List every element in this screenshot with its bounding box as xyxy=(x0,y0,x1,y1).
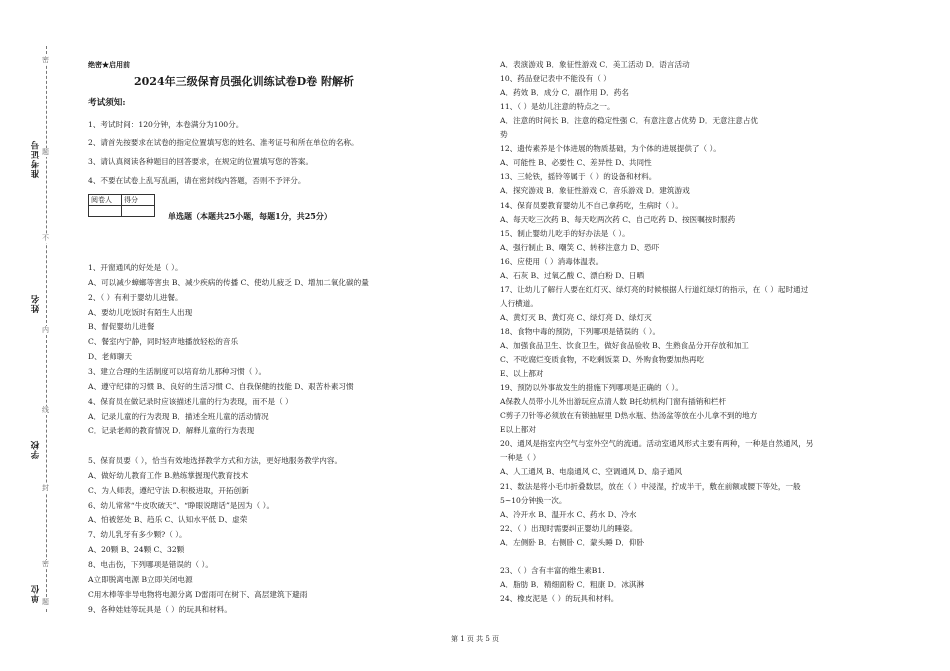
notice-item: 2、请首先按要求在试卷的指定位置填写您的姓名、准考证号和所在单位的名称。 xyxy=(88,138,359,147)
question-line: 12、遗传素养是个体进展的物质基础，为个体的进展提供了（ ）。 xyxy=(500,144,721,154)
question-line: A、黄灯灭 B、黄灯亮 C、绿灯亮 D、绿灯灭 xyxy=(500,312,652,322)
question-line: A．表演游戏 B．象征性游戏 C．美工活动 D．语言活动 xyxy=(500,60,690,69)
question-line: 1、开窗通风的好处是（ ）。 xyxy=(88,263,183,272)
question-line: 13、三轮铁，摇铃等属于（ ）的设备和材料。 xyxy=(500,172,657,182)
question-line: C、为人师表，遵纪守法 D.积极进取，开拓创新 xyxy=(88,485,249,495)
question-line: 16、应使用（ ）消毒体温表。 xyxy=(500,256,604,266)
question-line: A保教人员带小儿外出游玩应点清人数 B托幼机构门窗有插销和栏杆 xyxy=(500,397,727,407)
score-blank[interactable] xyxy=(122,206,155,217)
question-line: A、石灰 B、过氧乙酸 C、漂白粉 D、日晒 xyxy=(500,270,645,280)
secret-mark: 绝密★启用前 xyxy=(88,60,130,69)
question-line: 5、保育员要（ ），恰当有效地选择教学方式和方法，更好地服务教学内容。 xyxy=(88,456,343,466)
seal-mark: 线 xyxy=(42,406,49,414)
question-line: E、以上都对 xyxy=(500,369,544,379)
question-line: 2、（ ）有利于婴幼儿进餐。 xyxy=(88,292,183,302)
name-label: 姓名 xyxy=(31,294,41,313)
question-line: 10、药品登记表中不能没有（ ） xyxy=(500,74,611,84)
question-line: 4、保育员在做记录时应该描述儿童的行为表现，而不是（ ） xyxy=(88,396,293,406)
exam-number-label: 准考证号 xyxy=(31,140,41,178)
question-line: 18、食物中毒的预防，下列哪项是错误的（ ）。 xyxy=(500,326,661,336)
section-title: 单选题（本题共25小题，每题1分，共25分） xyxy=(168,211,332,221)
question-line: A、可以减少蟑螂等害虫 B、减少疾病的传播 C、使幼儿疲乏 D、增加二氧化碳的量 xyxy=(88,277,369,287)
question-line: 24、橡皮泥是（ ）的玩具和材料。 xyxy=(500,593,619,603)
question-line: A、怕被惩处 B、趋乐 C、认知水平低 D、虚荣 xyxy=(88,515,248,525)
question-line: A、做好幼儿教育工作 B.熟练掌握现代教育技术 xyxy=(88,470,249,480)
question-line: 一种是（ ） xyxy=(500,453,541,463)
seal-mark: 密 xyxy=(42,56,49,64)
question-line: A、可能性 B、必要性 C、差异性 D、共同性 xyxy=(500,158,652,168)
question-line: 20、通风是指室内空气与室外空气的流通。活动室通风形式主要有两种，一种是自然通风，另 xyxy=(500,439,814,449)
question-line: 5~10分钟换一次。 xyxy=(500,495,567,505)
question-line: 6、幼儿常常“牛皮吹破天”、“睁眼说瞎话”是因为（ ）。 xyxy=(88,500,275,510)
question-line: 22、（ ）出现时需要纠正婴幼儿的睡姿。 xyxy=(500,523,638,533)
question-line: B、督促婴幼儿进餐 xyxy=(88,322,155,332)
question-line: A、强行制止 B、嘲笑 C、转移注意力 D、恐吓 xyxy=(500,242,660,252)
question-line: 人行横道。 xyxy=(500,298,538,308)
question-line: 21、数法是将小毛巾折叠数层，放在（ ）中浸湿，拧成半干，敷在前额或腰下等处，一般 xyxy=(500,481,801,491)
question-line: 19、预防以外事故发生的措施下列哪项是正确的（ ）。 xyxy=(500,383,683,393)
question-line: A、要幼儿吃饭时有陌生人出现 xyxy=(88,307,193,317)
notice-item: 3、请认真阅读各种题目的回答要求，在规定的位置填写您的答案。 xyxy=(88,157,314,166)
score-cell: 得分 xyxy=(122,195,155,206)
reviewer-blank[interactable] xyxy=(89,206,122,217)
question-line: A、20颗 B、24颗 C、32颗 xyxy=(88,545,185,555)
question-line: 15、制止婴幼儿吃手的好办法是（ ）。 xyxy=(500,228,630,238)
seal-mark: 不 xyxy=(42,234,49,242)
question-line: 11、（ ）是幼儿注意的特点之一。 xyxy=(500,102,615,112)
question-line: A．左侧卧 B．右侧卧 C．蒙头睡 D．仰卧 xyxy=(500,537,645,547)
score-table xyxy=(88,194,155,217)
seal-mark: 密 xyxy=(42,560,49,568)
question-line: 17、让幼儿了解行人要在红灯灭、绿灯亮的时候根据人行道红绿灯的指示，在（ ）起时通过 xyxy=(500,284,809,294)
question-line: A、人工通风 B、电扇通风 C、空调通风 D、扇子通风 xyxy=(500,467,683,477)
question-line: 3、建立合理的生活制度可以培育幼儿那种习惯（ ）。 xyxy=(88,366,267,376)
page-title: 2024年三级保育员强化训练试卷D卷 附解析 xyxy=(134,75,354,88)
question-line: A、冷开水 B、温开水 C、药水 D、冷水 xyxy=(500,509,637,519)
question-line: 9、各种娃娃等玩具是（ ）的玩具和材料。 xyxy=(88,604,232,614)
question-line: 7、幼儿乳牙有多少颗?（ ）。 xyxy=(88,530,187,540)
question-line: A、加强食品卫生、饮食卫生，做好食品验收 B、生熟食品分开存放和加工 xyxy=(500,341,749,350)
seal-mark: 封 xyxy=(42,484,49,492)
question-line: 势 xyxy=(500,130,508,140)
notice-item: 1、考试时间：120分钟，本卷满分为100分。 xyxy=(88,120,244,129)
seal-mark: 内 xyxy=(42,326,49,334)
question-line: 14、保育员要教育婴幼儿不自己拿药吃，生病时（ ）。 xyxy=(500,200,683,210)
notice-heading: 考试须知: xyxy=(88,98,126,108)
question-line: C、餐室内宁静，同时轻声地播放轻松的音乐 xyxy=(88,337,239,347)
question-line: 23、（ ）含有丰富的维生素B1. xyxy=(500,565,605,575)
notice-item: 4、不要在试卷上乱写乱画，请在密封线内答题，否则不予评分。 xyxy=(88,176,306,185)
question-line: C剪子刀针等必须放在有锁抽屉里 D热水瓶、热汤盆等放在小儿拿不到的地方 xyxy=(500,411,758,421)
question-line: 8、电击伤，下列哪项是错误的（ ）。 xyxy=(88,560,213,569)
question-line: C用木棒等非导电物将电源分离 D雷雨可在树下、高层建筑下避雨 xyxy=(88,589,308,599)
seal-mark: 题 xyxy=(42,148,49,156)
school-label: 学校 xyxy=(31,440,41,459)
question-line: A、每天吃三次药 B、每天吃两次药 C、自己吃药 D、按医嘱按时服药 xyxy=(500,214,736,224)
question-line: A．脂肪 B．精细面粉 C．粗康 D．冰淇淋 xyxy=(500,579,645,589)
reviewer-cell: 阅卷人 xyxy=(89,195,122,206)
question-line: A立即脱离电源 B立即关闭电源 xyxy=(88,574,193,584)
seal-mark: 题 xyxy=(42,598,49,606)
page-footer: 第 1 页 共 5 页 xyxy=(450,635,500,643)
question-line: C、不吃腐烂变质食物，不吃剩饭菜 D、外购食物要加热再吃 xyxy=(500,355,705,365)
question-line: A．药效 B．成分 C．副作用 D．药名 xyxy=(500,88,629,98)
question-line: A、遵守纪律的习惯 B、良好的生活习惯 C、自我保健的技能 D、艰苦朴素习惯 xyxy=(88,381,354,391)
question-line: A．记录儿童的行为表现 B．描述全班儿童的活动情况 xyxy=(88,411,269,421)
question-line: A．探究游戏 B．象征性游戏 C．音乐游戏 D．建筑游戏 xyxy=(500,186,690,196)
question-line: E以上都对 xyxy=(500,425,536,435)
question-line: A．注意的时间长 B．注意的稳定性强 C．有意注意占优势 D．无意注意占优 xyxy=(500,116,759,126)
question-line: C．记录老师的教育情况 D．解释儿童的行为表现 xyxy=(88,426,255,436)
unit-label: 单位 xyxy=(31,584,41,603)
question-line: D、老师聊天 xyxy=(88,352,133,362)
